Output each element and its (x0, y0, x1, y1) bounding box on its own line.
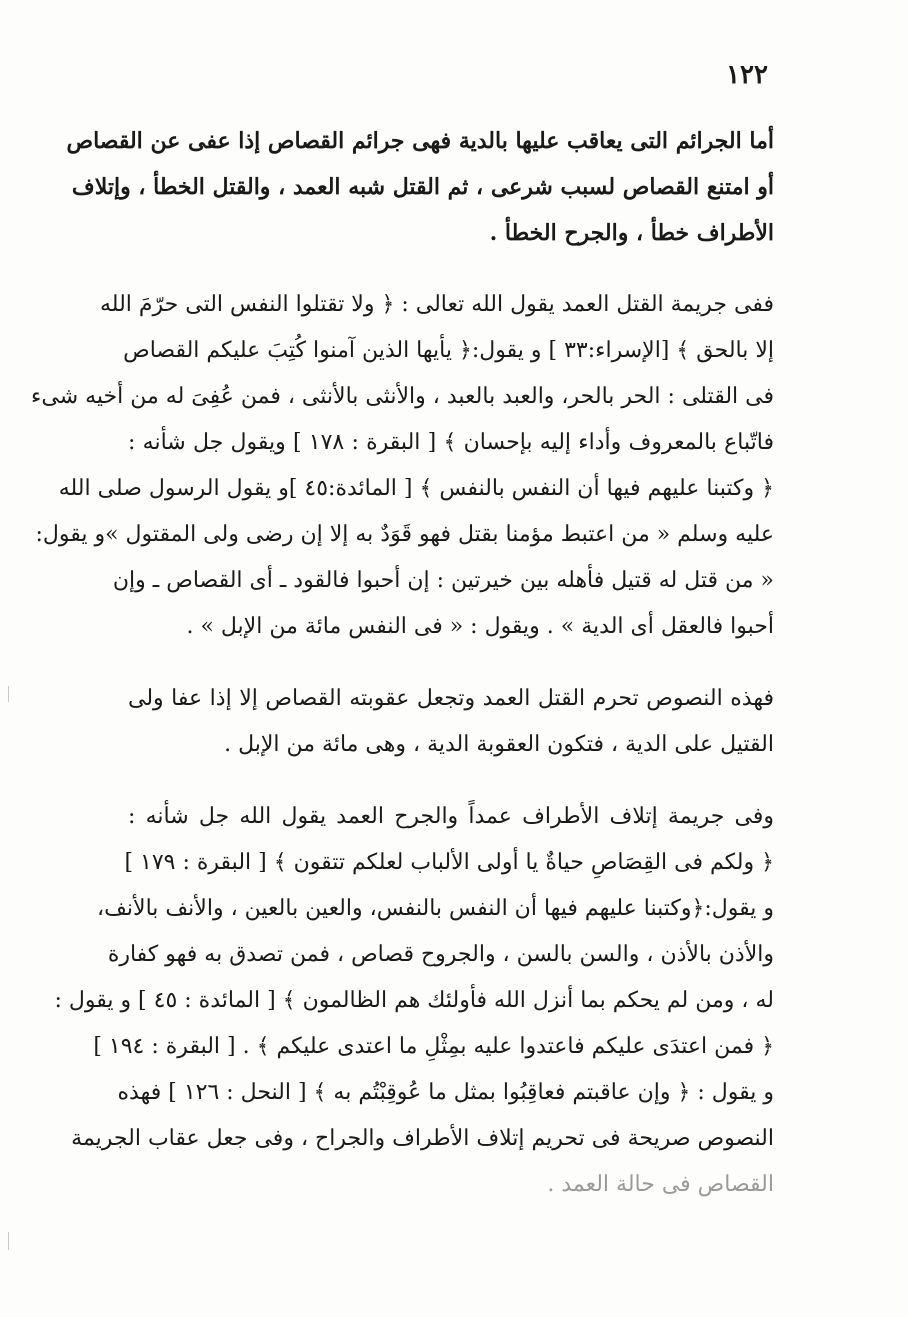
text-line: وفى جريمة إتلاف الأطراف عمداً والجرح العمد يقول الله جل شأنه : (128, 804, 774, 829)
paragraph-conclusion (128, 676, 774, 768)
text-line: فى القتلى : الحر بالحر، والعبد بالعبد ، والأنثى بالأنثى ، فمن عُفِىَ له من أخيه شىء (31, 384, 774, 409)
paragraph-intro (66, 118, 774, 256)
text-line: والأذن بالأذن ، والسن بالسن ، والجروح قصاص ، فمن تصدق به فهو كفارة (107, 942, 774, 967)
text-line: أما الجرائم التى يعاقب عليها بالدية فهى جرائم القصاص إذا عفى عن القصاص (66, 128, 774, 154)
text-line: فاتّباع بالمعروف وأداء إليه بإحسان ﴾ [ البقرة : ١٧٨ ] ويقول جل شأنه : (128, 430, 774, 455)
text-line: القصاص فى حالة العمد . (547, 1172, 774, 1197)
text-line: أحبوا فالعقل أى الدية » . ويقول : « فى النفس مائة من الإبل » . (186, 614, 774, 639)
paragraph-intentional-killing (31, 282, 774, 650)
text-line: و يقول : ﴿ وإن عاقبتم فعاقِبُوا بمثل ما عُوقِبْتُم به ﴾ [ النحل : ١٢٦ ] فهذه (117, 1080, 774, 1105)
text-line: و يقول:﴿وكتبنا عليهم فيها أن النفس بالنفس، والعين بالعين ، والأنف بالأنف، (97, 896, 774, 921)
paragraph-limbs-wounds (54, 794, 774, 1208)
text-line: أو امتنع القصاص لسبب شرعى ، ثم القتل شبه العمد ، والقتل الخطأ ، وإتلاف (71, 174, 774, 200)
text-line: فهذه النصوص تحرم القتل العمد وتجعل عقوبته القصاص إلا إذا عفا ولى (128, 686, 774, 711)
text-line: النصوص صريحة فى تحريم إتلاف الأطراف والجراح ، وفى جعل عقاب الجريمة (71, 1126, 774, 1151)
text-line: ﴿ ولكم فى القِصَاصِ حياةٌ يا أولى الألباب لعلكم تتقون ﴾ [ البقرة : ١٧٩ ] (124, 850, 774, 875)
text-line: ففى جريمة القتل العمد يقول الله تعالى : ﴿ ولا تقتلوا النفس التى حرّمَ الله (100, 292, 774, 317)
text-line: الأطراف خطأ ، والجرح الخطأ . (489, 220, 774, 246)
text-line: عليه وسلم « من اعتبط مؤمنا بقتل فهو قَوَدٌ به إلا إن رضى ولى المقتول »و يقول: (35, 522, 774, 547)
text-line: « من قتل له قتيل فأهله بين خيرتين : إن أحبوا فالقود ـ أى القصاص ـ وإن (112, 568, 774, 593)
text-line: ﴿ وكتبنا عليهم فيها أن النفس بالنفس ﴾ [ المائدة:٤٥ ]و يقول الرسول صلى الله (58, 476, 774, 501)
text-line: القتيل على الدية ، فتكون العقوبة الدية ، وهى مائة من الإبل . (224, 732, 774, 757)
text-line: إلا بالحق ﴾ [الإسراء:٣٣ ] و يقول:﴿ يأيها الذين آمنوا كُتِبَ عليكم القصاص (123, 338, 774, 363)
margin-mark-bottom (8, 1232, 9, 1250)
text-line: ﴿ فمن اعتدَى عليكم فاعتدوا عليه بمِثْلِ ما اعتدى عليكم ﴾ . [ البقرة : ١٩٤ ] (93, 1034, 774, 1059)
body-text (31, 118, 774, 1234)
page-number: ١٢٢ (726, 60, 768, 90)
margin-mark-top (8, 686, 9, 702)
text-line: له ، ومن لم يحكم بما أنزل الله فأولئك هم الظالمون ﴾ [ المائدة : ٤٥ ] و يقول : (54, 988, 774, 1013)
